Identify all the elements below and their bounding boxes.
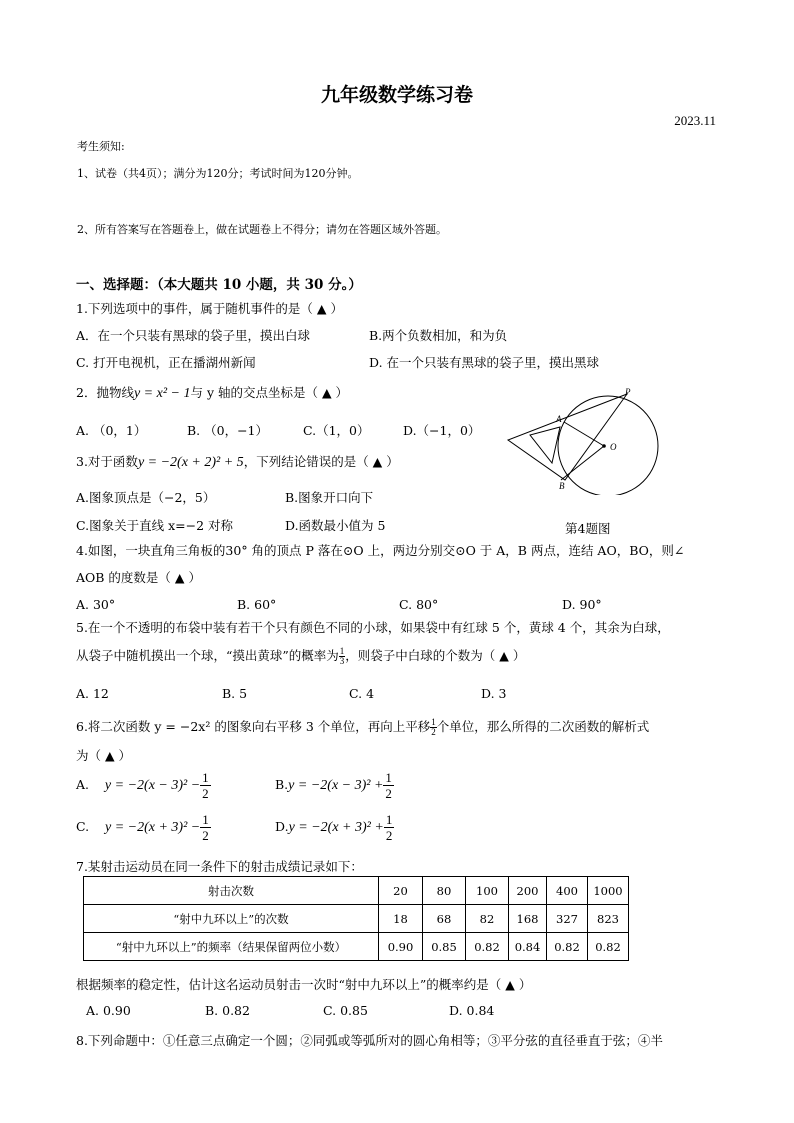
figure-label-p: P xyxy=(625,387,631,397)
fraction-numerator: 1 xyxy=(385,770,392,785)
question-2-option-b: B. （0，−1） xyxy=(187,423,269,438)
fraction-denominator: 2 xyxy=(385,786,392,801)
question-5-option-a: A. 12 xyxy=(76,686,109,701)
figure-label-o: O xyxy=(610,442,617,452)
notice-item-1: 1、试卷（共4页）；满分为120分；考试时间为120分钟。 xyxy=(77,167,359,180)
table-cell: 1000 xyxy=(588,877,629,905)
segment-bo xyxy=(561,446,604,480)
option-fraction xyxy=(200,812,211,843)
question-5-line-2 xyxy=(76,646,525,666)
figure-caption: 第4题图 xyxy=(565,521,611,536)
table-cell: 0.85 xyxy=(423,933,466,961)
option-formula: y = −2(x − 3)² + xyxy=(288,778,384,793)
question-3-prefix: 3.对于函数 xyxy=(76,454,138,469)
table-row xyxy=(84,933,629,961)
question-2-formula: y = x² − 1 xyxy=(133,386,191,401)
option-fraction xyxy=(384,812,395,843)
question-6-option-b xyxy=(275,770,394,801)
table-cell: “射中九环以上”的频率（结果保留两位小数） xyxy=(84,933,379,961)
question-7-option-b: B. 0.82 xyxy=(205,1003,250,1018)
question-4-option-d: D. 90° xyxy=(562,597,602,612)
question-8-stem: 8.下列命题中：①任意三点确定一个圆；②同弧或等弧所对的圆心角相等；③平分弦的直径垂直于弦；④半 xyxy=(76,1033,663,1048)
fraction-numerator: 1 xyxy=(385,812,393,827)
question-5-option-d: D. 3 xyxy=(481,686,507,701)
table-cell: 80 xyxy=(423,877,466,905)
question-2-option-a: A. （0，1） xyxy=(76,423,147,438)
question-1-option-b: B.两个负数相加，和为负 xyxy=(369,328,508,343)
option-fraction xyxy=(383,770,394,801)
fraction-denominator: 2 xyxy=(385,828,393,843)
page-title: 九年级数学练习卷 xyxy=(320,84,473,106)
question-4-option-b: B. 60° xyxy=(237,597,277,612)
shooting-record-table xyxy=(83,876,629,961)
question-2-suffix: 与 y 轴的交点坐标是（ ▲ ） xyxy=(190,385,349,400)
question-4-line-1: 4.如图，一块直角三角板的30° 角的顶点 P 落在⊙O 上，两边分别交⊙O 于 A，B 两点，连结 AO，BO，则∠ xyxy=(76,543,685,558)
fraction-denominator: 3 xyxy=(339,656,345,666)
option-formula: y = −2(x + 3)² + xyxy=(288,820,384,835)
question-2-prefix: 2．抛物线 xyxy=(76,385,134,400)
table-cell: 0.82 xyxy=(547,933,588,961)
question-4-option-a: A. 30° xyxy=(76,597,116,612)
set-square-inner xyxy=(530,427,560,463)
option-label: B. xyxy=(275,777,289,792)
table-cell: 18 xyxy=(379,905,423,933)
fraction-numerator: 1 xyxy=(202,770,209,785)
set-square-outer xyxy=(508,394,627,480)
notice-item-2: 2、所有答案写在答题卷上，做在试题卷上不得分；请勿在答题区域外答题。 xyxy=(77,223,447,236)
option-label: D. xyxy=(275,819,289,834)
table-cell: 0.82 xyxy=(466,933,509,961)
table-cell: 0.90 xyxy=(379,933,423,961)
table-row xyxy=(84,905,629,933)
figure-label-a: A xyxy=(556,414,562,424)
question-3-suffix: ，下列结论错误的是（ ▲ ） xyxy=(243,454,399,469)
question-2-option-d: D.（−1，0） xyxy=(403,423,481,438)
question-6-line-1-suffix: 个单位，那么所得的二次函数的解析式 xyxy=(436,719,650,734)
question-3-option-c: C.图象关于直线 x=−2 对称 xyxy=(76,518,233,533)
table-cell: 68 xyxy=(423,905,466,933)
circle-o xyxy=(558,396,658,495)
table-cell: 400 xyxy=(547,877,588,905)
option-label: A. xyxy=(76,777,90,792)
question-6-line-1 xyxy=(76,717,649,737)
question-7-option-d: D. 0.84 xyxy=(449,1003,495,1018)
table-row xyxy=(84,877,629,905)
question-7-stem: 7.某射击运动员在同一条件下的射击成绩记录如下： xyxy=(76,859,363,874)
question-1-stem: 1.下列选项中的事件，属于随机事件的是（ ▲ ） xyxy=(76,301,343,316)
question-6-line-2: 为（ ▲ ） xyxy=(76,748,132,763)
center-point-o xyxy=(602,444,606,448)
table-cell: 327 xyxy=(547,905,588,933)
section-heading: 一、选择题：（本大题共 10 小题，共 30 分。） xyxy=(76,277,362,293)
fraction-numerator: 1 xyxy=(431,717,436,727)
table-cell: 823 xyxy=(588,905,629,933)
question-6-option-d xyxy=(275,812,394,843)
table-cell: 100 xyxy=(466,877,509,905)
question-5-option-c: C. 4 xyxy=(349,686,375,701)
option-formula: y = −2(x + 3)² − xyxy=(105,820,201,835)
question-4-option-c: C. 80° xyxy=(399,597,439,612)
figure-label-b: B xyxy=(559,481,565,491)
option-label: C. xyxy=(76,819,90,834)
question-7-option-c: C. 0.85 xyxy=(323,1003,368,1018)
question-3-option-d: D.函数最小值为 5 xyxy=(285,518,386,533)
notice-heading: 考生须知: xyxy=(77,140,125,153)
question-6-line-1-prefix: 6.将二次函数 y = −2x² 的图象向右平移 3 个单位，再向上平移 xyxy=(76,719,431,734)
question-3-formula: y = −2(x + 2)² + 5 xyxy=(137,455,244,470)
option-fraction xyxy=(200,770,211,801)
question-5-option-b: B. 5 xyxy=(222,686,248,701)
table-cell: 168 xyxy=(509,905,547,933)
question-3-option-a: A.图象顶点是（−2，5） xyxy=(76,490,216,505)
fraction-denominator: 2 xyxy=(431,727,436,737)
fraction-denominator: 2 xyxy=(202,786,209,801)
question-4-line-2: AOB 的度数是（ ▲ ） xyxy=(76,570,201,585)
fraction-denominator: 2 xyxy=(202,828,209,843)
question-5-line-1: 5.在一个不透明的布袋中装有若干个只有颜色不同的小球，如果袋中有红球 5 个，黄球 4 个，其余为白球， xyxy=(76,620,670,635)
question-7-option-a: A. 0.90 xyxy=(86,1003,131,1018)
option-formula: y = −2(x − 3)² − xyxy=(104,778,201,793)
question-5-line-2-suffix: ，则袋子中白球的个数为（ ▲ ） xyxy=(345,648,526,663)
question-6-option-a xyxy=(76,770,211,801)
table-cell: 200 xyxy=(509,877,547,905)
table-cell: 0.82 xyxy=(588,933,629,961)
question-4-figure xyxy=(500,385,670,495)
question-5-line-2-prefix: 从袋子中随机摸出一个球，“摸出黄球”的概率为 xyxy=(76,648,339,663)
fraction-numerator: 1 xyxy=(339,646,345,656)
table-cell: 20 xyxy=(379,877,423,905)
table-cell: 射击次数 xyxy=(84,877,379,905)
table-cell: “射中九环以上”的次数 xyxy=(84,905,379,933)
question-3-stem xyxy=(76,452,399,471)
table-cell: 0.84 xyxy=(509,933,547,961)
question-7-after: 根据频率的稳定性，估计这名运动员射击一次时“射中九环以上”的概率约是（ ▲ ） xyxy=(76,977,532,992)
question-1-option-d: D. 在一个只装有黑球的袋子里，摸出黑球 xyxy=(369,355,600,370)
question-3-option-b: B.图象开口向下 xyxy=(285,490,374,505)
question-1-option-c: C. 打开电视机，正在播湖州新闻 xyxy=(76,355,256,370)
exam-date: 2023.11 xyxy=(674,113,716,128)
question-6-option-c xyxy=(76,812,211,843)
question-2-option-c: C.（1，0） xyxy=(303,423,370,438)
question-2-stem xyxy=(76,383,348,402)
fraction-numerator: 1 xyxy=(202,812,209,827)
table-cell: 82 xyxy=(466,905,509,933)
question-1-option-a: A．在一个只装有黑球的袋子里，摸出白球 xyxy=(76,328,311,343)
